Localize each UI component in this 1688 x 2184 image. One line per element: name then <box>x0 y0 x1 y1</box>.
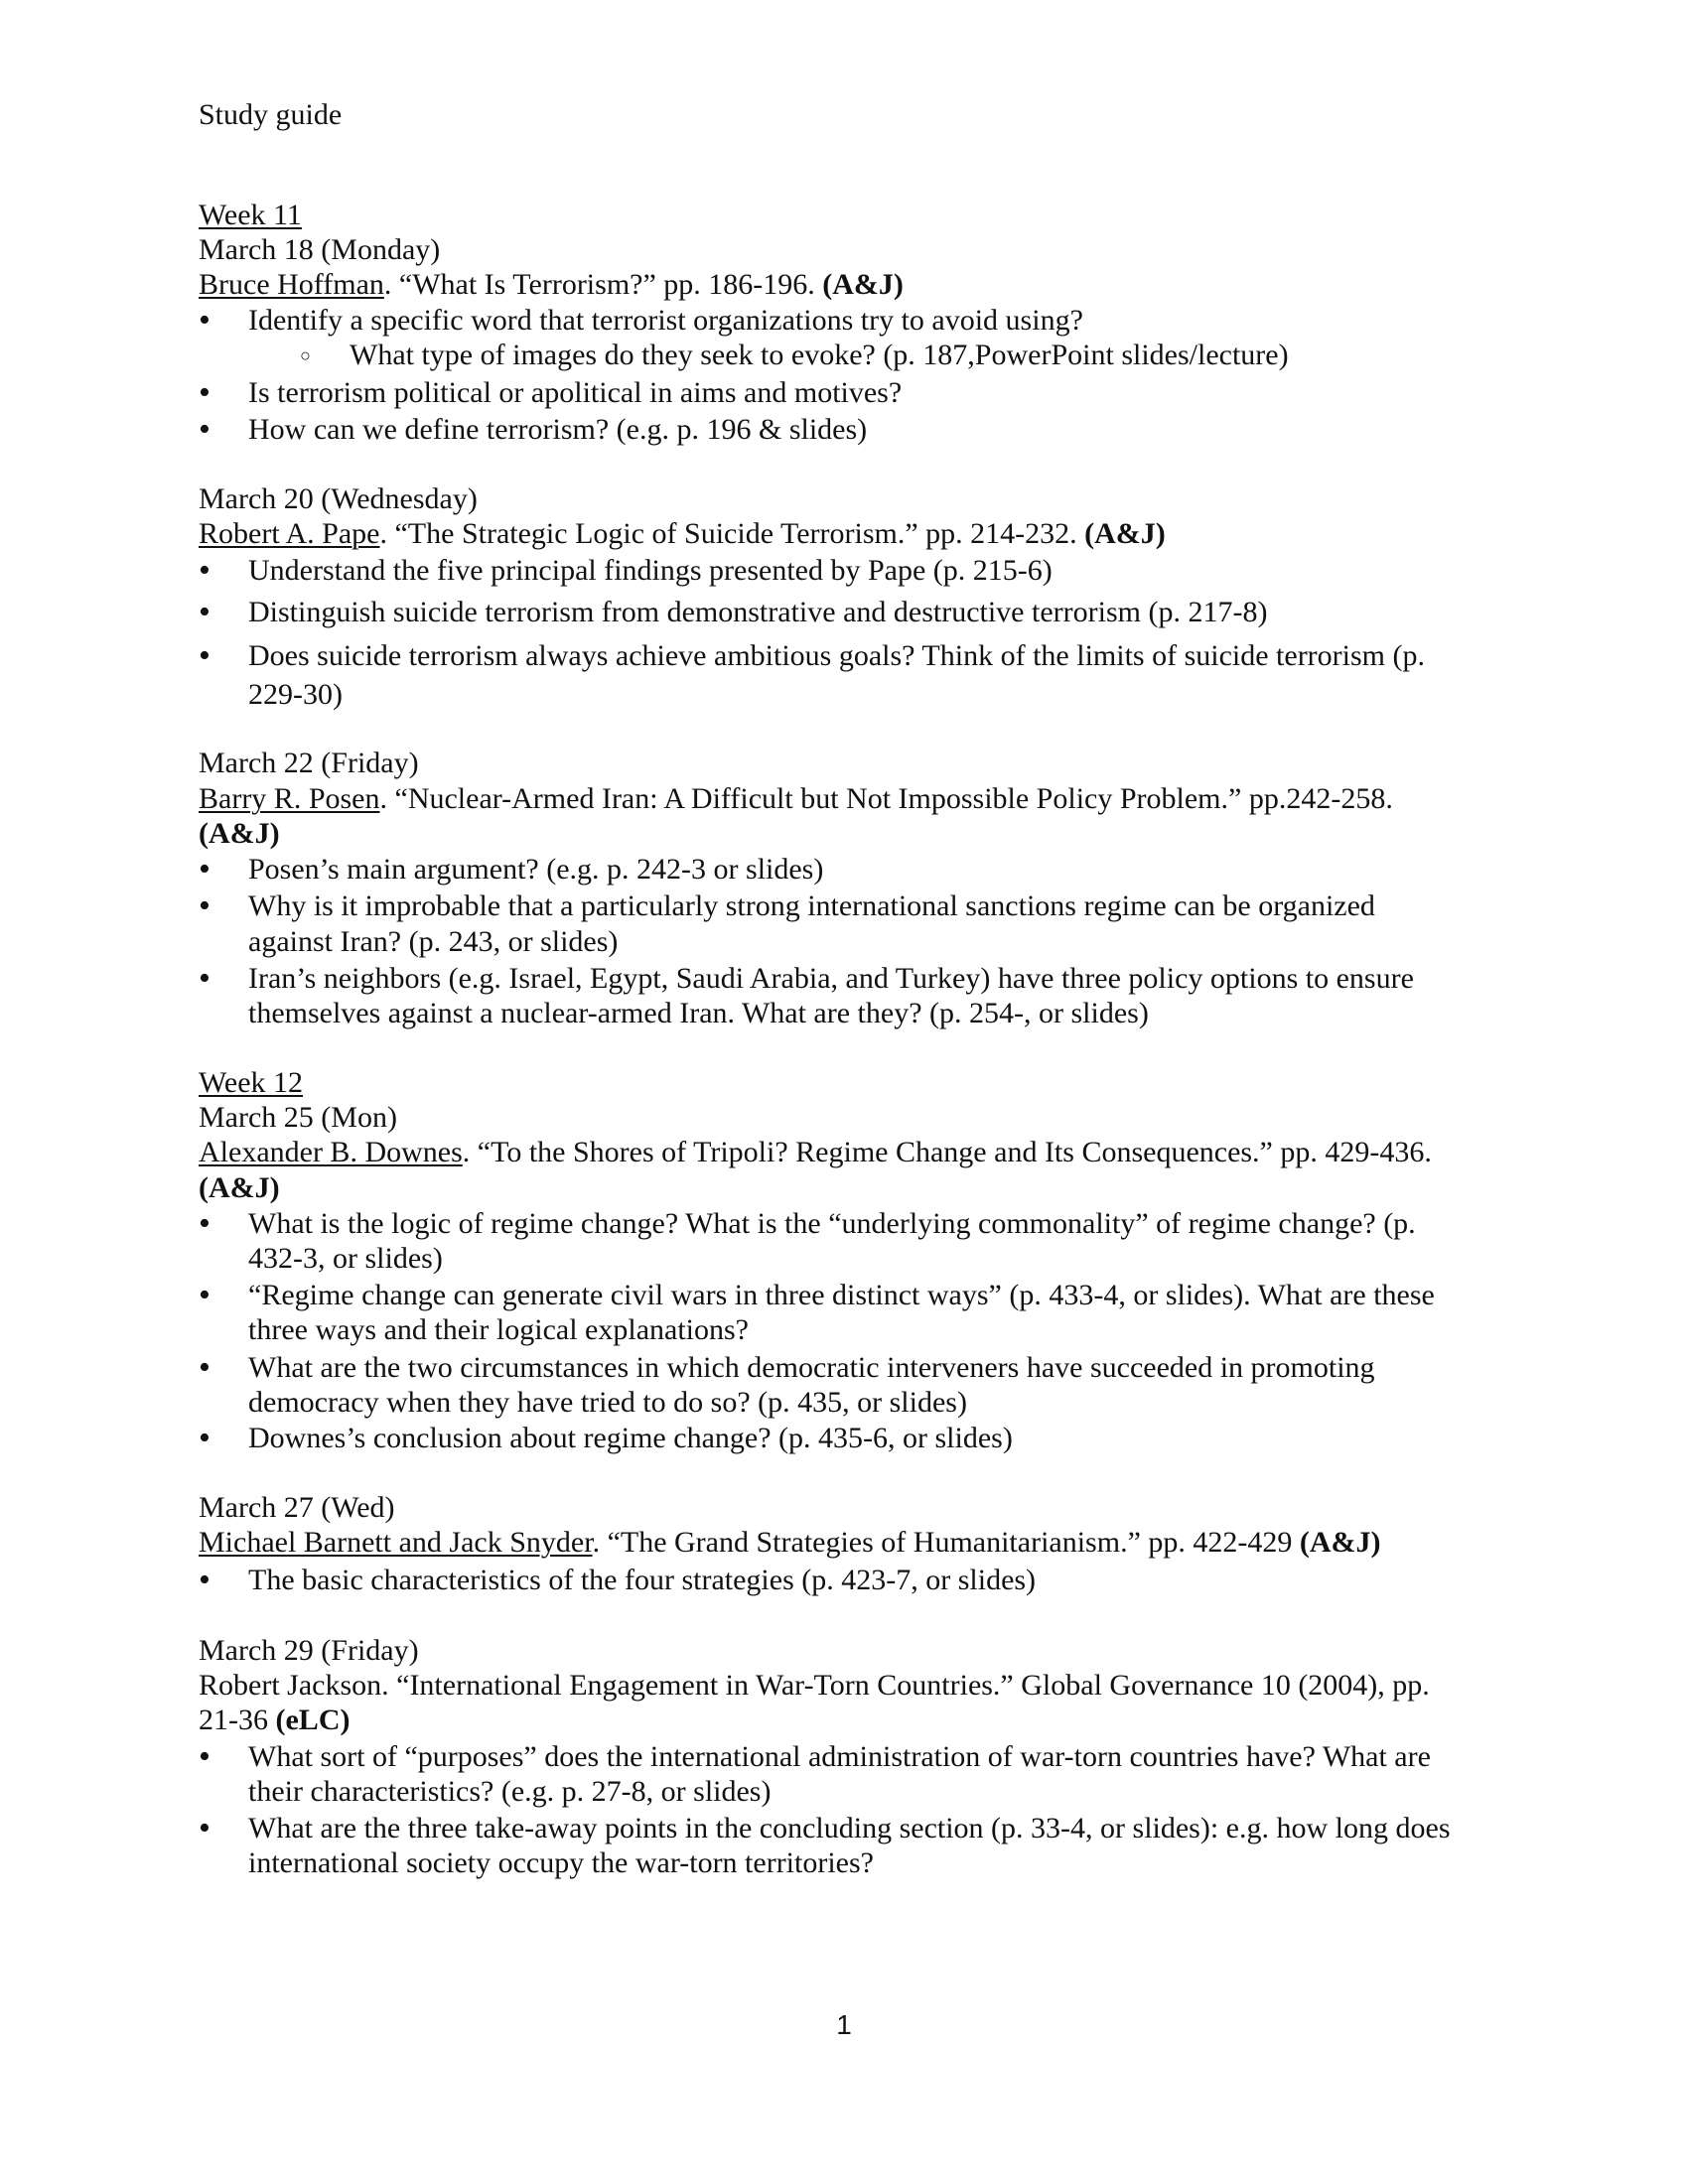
study-question: Is terrorism political or apolitical in aims and motives? <box>248 376 903 409</box>
page-number: 1 <box>836 2009 852 2040</box>
session-date: March 22 (Friday) <box>199 747 419 779</box>
sub-bullet-icon <box>300 338 320 373</box>
reading-source: (eLC) <box>275 1704 351 1736</box>
session-date: March 27 (Wed) <box>199 1491 395 1524</box>
bullet-icon <box>199 553 218 589</box>
study-question-continued: their characteristics? (e.g. p. 27-8, or slides) <box>248 1775 772 1808</box>
study-question: What sort of “purposes” does the international administration of war-torn countries have? What are <box>248 1740 1431 1773</box>
study-question: Identify a specific word that terrorist organizations try to avoid using? <box>248 304 1083 337</box>
reading-title: . “To the Shores of Tripoli? Regime Change and Its Consequences.” pp. 429-436. <box>462 1136 1432 1168</box>
session-date: March 18 (Monday) <box>199 233 441 266</box>
bullet-icon <box>199 888 218 924</box>
study-question-continued: three ways and their logical explanations? <box>248 1313 749 1346</box>
study-question: Why is it improbable that a particularly strong international sanctions regime can be organized <box>248 889 1375 922</box>
reading-citation: Robert Jackson. “International Engagement in War-Torn Countries.” Global Governance 10 (2004), pp. <box>199 1669 1430 1702</box>
study-question: How can we define terrorism? (e.g. p. 196 & slides) <box>248 413 868 446</box>
study-question-continued: 229-30) <box>248 678 343 711</box>
bullet-icon <box>199 412 218 448</box>
reading-title: . “The Grand Strategies of Humanitarianism.” pp. 422-429 <box>592 1526 1300 1559</box>
study-question: Downes’s conclusion about regime change? (p. 435-6, or slides) <box>248 1422 1013 1454</box>
week-heading: Week 11 <box>199 199 302 231</box>
study-question: Understand the five principal findings presented by Pape (p. 215-6) <box>248 554 1053 587</box>
study-question-continued: themselves against a nuclear-armed Iran. What are they? (p. 254-, or slides) <box>248 997 1149 1029</box>
reading-citation <box>199 1135 1432 1170</box>
bullet-icon <box>199 303 218 339</box>
study-question-continued: democracy when they have tried to do so? (p. 435, or slides) <box>248 1386 967 1419</box>
session-date: March 20 (Wednesday) <box>199 482 478 515</box>
session-date: March 25 (Mon) <box>199 1101 397 1134</box>
study-question: “Regime change can generate civil wars in three distinct ways” (p. 433-4, or slides). What are these <box>248 1279 1435 1311</box>
study-question-continued: international society occupy the war-torn territories? <box>248 1846 874 1879</box>
reading-source: (A&J) <box>1299 1526 1381 1559</box>
bullet-icon <box>199 852 218 887</box>
reading-citation <box>199 781 1393 817</box>
week-heading: Week 12 <box>199 1066 304 1099</box>
bullet-icon <box>199 1739 218 1775</box>
reading-citation <box>199 267 904 303</box>
bullet-icon <box>199 638 218 674</box>
reading-source: (A&J) <box>1084 517 1166 550</box>
reading-citation-continued <box>199 1703 350 1738</box>
study-question: What are the three take-away points in the concluding section (p. 33-4, or slides): e.g. how long does <box>248 1812 1451 1844</box>
study-question: What are the two circumstances in which democratic interveners have succeeded in promoting <box>248 1351 1375 1384</box>
reading-author: Alexander B. Downes <box>199 1136 463 1168</box>
bullet-icon <box>199 375 218 411</box>
reading-author: Bruce Hoffman <box>199 268 384 301</box>
reading-title: . “The Strategic Logic of Suicide Terrorism.” pp. 214-232. <box>379 517 1085 550</box>
reading-title: . “What Is Terrorism?” pp. 186-196. <box>383 268 823 301</box>
reading-author: Robert A. Pape <box>199 517 380 550</box>
study-question-continued: 432-3, or slides) <box>248 1242 443 1275</box>
reading-author: Michael Barnett and Jack Snyder <box>199 1526 593 1559</box>
study-sub-question: What type of images do they seek to evoke? (p. 187,PowerPoint slides/lecture) <box>350 339 1289 371</box>
bullet-icon <box>199 1278 218 1313</box>
reading-title: . “Nuclear-Armed Iran: A Difficult but Not Impossible Policy Problem.” pp.242-258. <box>379 782 1393 815</box>
session-date: March 29 (Friday) <box>199 1634 419 1667</box>
reading-source: (A&J) <box>822 268 904 301</box>
study-question: The basic characteristics of the four strategies (p. 423-7, or slides) <box>248 1564 1037 1596</box>
study-question: Iran’s neighbors (e.g. Israel, Egypt, Saudi Arabia, and Turkey) have three policy options to ensure <box>248 962 1414 995</box>
reading-citation <box>199 1525 1381 1561</box>
study-question: Posen’s main argument? (e.g. p. 242-3 or slides) <box>248 853 824 886</box>
reading-source: (A&J) <box>199 1171 280 1204</box>
bullet-icon <box>199 1206 218 1242</box>
bullet-icon <box>199 595 218 630</box>
reading-citation <box>199 516 1166 552</box>
document-title: Study guide <box>199 98 343 131</box>
bullet-icon <box>199 1421 218 1456</box>
study-question-continued: against Iran? (p. 243, or slides) <box>248 925 619 958</box>
reading-pages: 21-36 <box>199 1704 276 1736</box>
bullet-icon <box>199 1563 218 1598</box>
study-question: Distinguish suicide terrorism from demonstrative and destructive terrorism (p. 217-8) <box>248 596 1268 628</box>
study-question: What is the logic of regime change? What is the “underlying commonality” of regime change? (p. <box>248 1207 1416 1240</box>
study-question: Does suicide terrorism always achieve ambitious goals? Think of the limits of suicide terrorism (p. <box>248 639 1425 672</box>
reading-source: (A&J) <box>199 817 280 850</box>
reading-author: Barry R. Posen <box>199 782 380 815</box>
bullet-icon <box>199 1350 218 1386</box>
bullet-icon <box>199 1811 218 1846</box>
bullet-icon <box>199 961 218 997</box>
